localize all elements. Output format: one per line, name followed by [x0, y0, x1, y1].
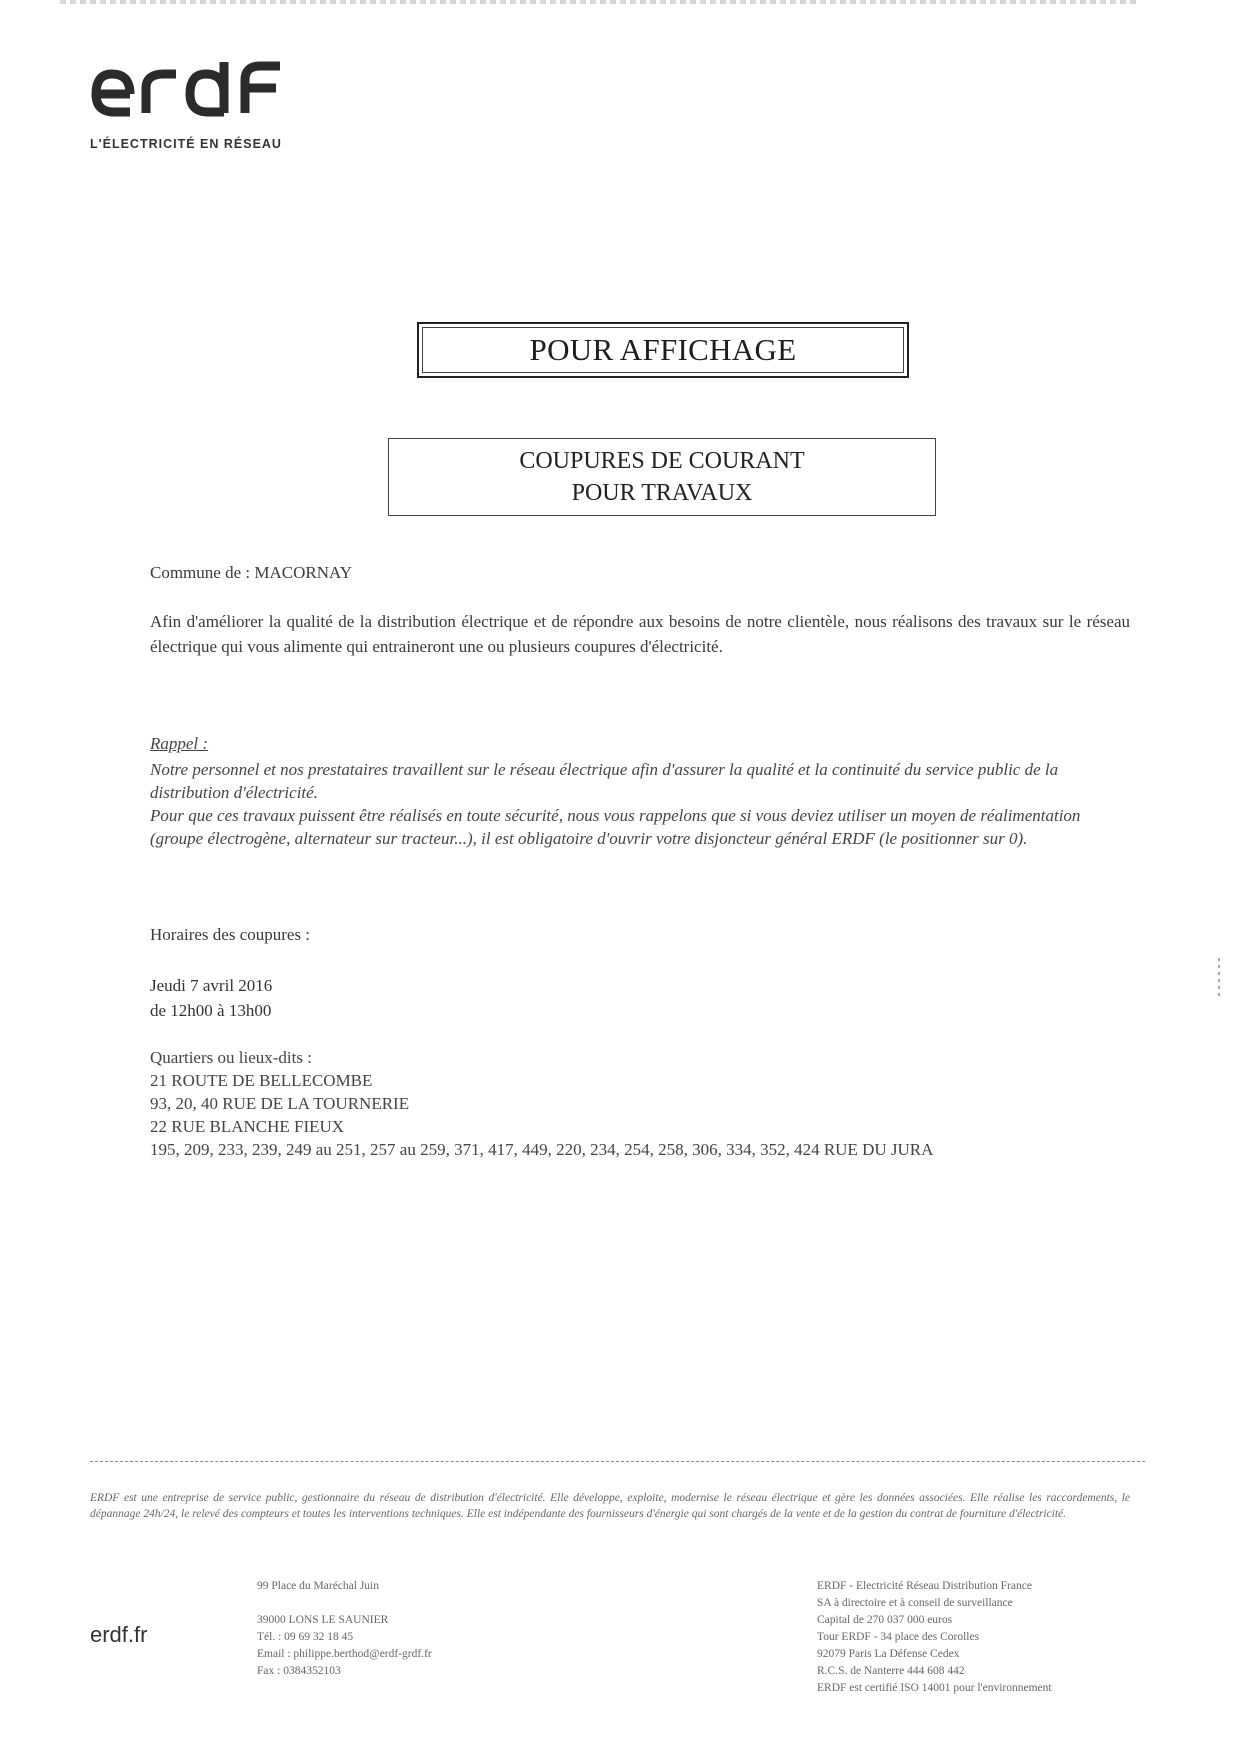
location-item: 195, 209, 233, 239, 249 au 251, 257 au 259, 371, 417, 449, 220, 234, 254, 258, 306, 334, 352, 424 RUE DU JURA	[150, 1140, 934, 1159]
address-line: 39000 LONS LE SAUNIER	[257, 1614, 389, 1626]
locations-block	[150, 1046, 933, 1161]
erdf-logo	[90, 58, 310, 118]
subtitle-line-1: COUPURES DE COURANT	[519, 448, 805, 474]
title-box	[417, 322, 909, 378]
intro-paragraph: Afin d'améliorer la qualité de la distribution électrique et de répondre aux besoins de notre clientèle, nous réalisons des travaux sur le réseau électrique qui vous alimente qui entraineront une ou plusieurs coupures d'électricité.	[150, 612, 1130, 656]
outage-schedule	[150, 973, 272, 1023]
erdf-logo-mark	[90, 58, 286, 118]
corporate-line: Tour ERDF - 34 place des Corolles	[817, 1631, 980, 1643]
location-item: 21 ROUTE DE BELLECOMBE	[150, 1071, 373, 1090]
logo-tagline: L'ÉLECTRICITÉ EN RÉSEAU	[90, 137, 282, 151]
footer-website: erdf.fr	[90, 1622, 148, 1647]
footer-corporate-info	[817, 1578, 1052, 1697]
rappel-paragraph-1: Notre personnel et nos prestataires travaillent sur le réseau électrique afin d'assurer la qualité et la continuité du service public de la distribution d'électricité.	[150, 760, 1059, 802]
corporate-line: Capital de 270 037 000 euros	[817, 1614, 953, 1626]
location-item: 93, 20, 40 RUE DE LA TOURNERIE	[150, 1094, 410, 1113]
subtitle-line-2: POUR TRAVAUX	[571, 480, 753, 506]
outage-date: Jeudi 7 avril 2016	[150, 976, 273, 995]
scan-artifact-side	[1218, 958, 1220, 1000]
address-email: Email : philippe.berthod@erdf-grdf.fr	[257, 1648, 432, 1660]
corporate-line: 92079 Paris La Défense Cedex	[817, 1648, 960, 1660]
rappel-paragraph-2: Pour que ces travaux puissent être réalisés en toute sécurité, nous vous rappelons que si vous deviez utiliser un moyen de réalimentation (groupe électrogène, alternateur sur tracteur...), il est obligatoire d'ouvrir votre disjoncteur général ERDF (le positionner sur 0).	[150, 806, 1081, 848]
commune-label: Commune de : MACORNAY	[150, 563, 352, 582]
address-phone: Tél. : 09 69 32 18 45	[257, 1631, 354, 1643]
subtitle-box	[388, 438, 936, 516]
outage-time: de 12h00 à 13h00	[150, 1001, 272, 1020]
corporate-line: R.C.S. de Nanterre 444 608 442	[817, 1665, 965, 1677]
rappel-block	[150, 758, 1130, 850]
address-fax: Fax : 0384352103	[257, 1665, 341, 1677]
corporate-line: ERDF est certifié ISO 14001 pour l'environnement	[817, 1682, 1052, 1694]
address-line: 99 Place du Maréchal Juin	[257, 1580, 379, 1592]
footer-disclaimer: ERDF est une entreprise de service public, gestionnaire du réseau de distribution d'électricité. Elle développe, exploite, modernise le réseau électrique et gère les données associées. Elle réalise les raccordements, le dépannage 24h/24, le relevé des compteurs et toutes les interventions techniques. Elle est indépendante des fournisseurs d'énergie qui sont chargés de la vente et de la gestion du contrat de fourniture d'électricité.	[90, 1492, 1130, 1520]
scan-artifact-top	[60, 0, 1140, 4]
footer-address	[257, 1578, 432, 1680]
locations-heading: Quartiers ou lieux-dits :	[150, 1048, 312, 1067]
location-item: 22 RUE BLANCHE FIEUX	[150, 1117, 345, 1136]
footer-divider	[90, 1461, 1145, 1463]
rappel-heading: Rappel :	[150, 734, 209, 753]
title-text: POUR AFFICHAGE	[529, 332, 797, 367]
corporate-line: ERDF - Electricité Réseau Distribution France	[817, 1580, 1032, 1592]
corporate-line: SA à directoire et à conseil de surveillance	[817, 1597, 1013, 1609]
horaires-heading: Horaires des coupures :	[150, 925, 311, 944]
